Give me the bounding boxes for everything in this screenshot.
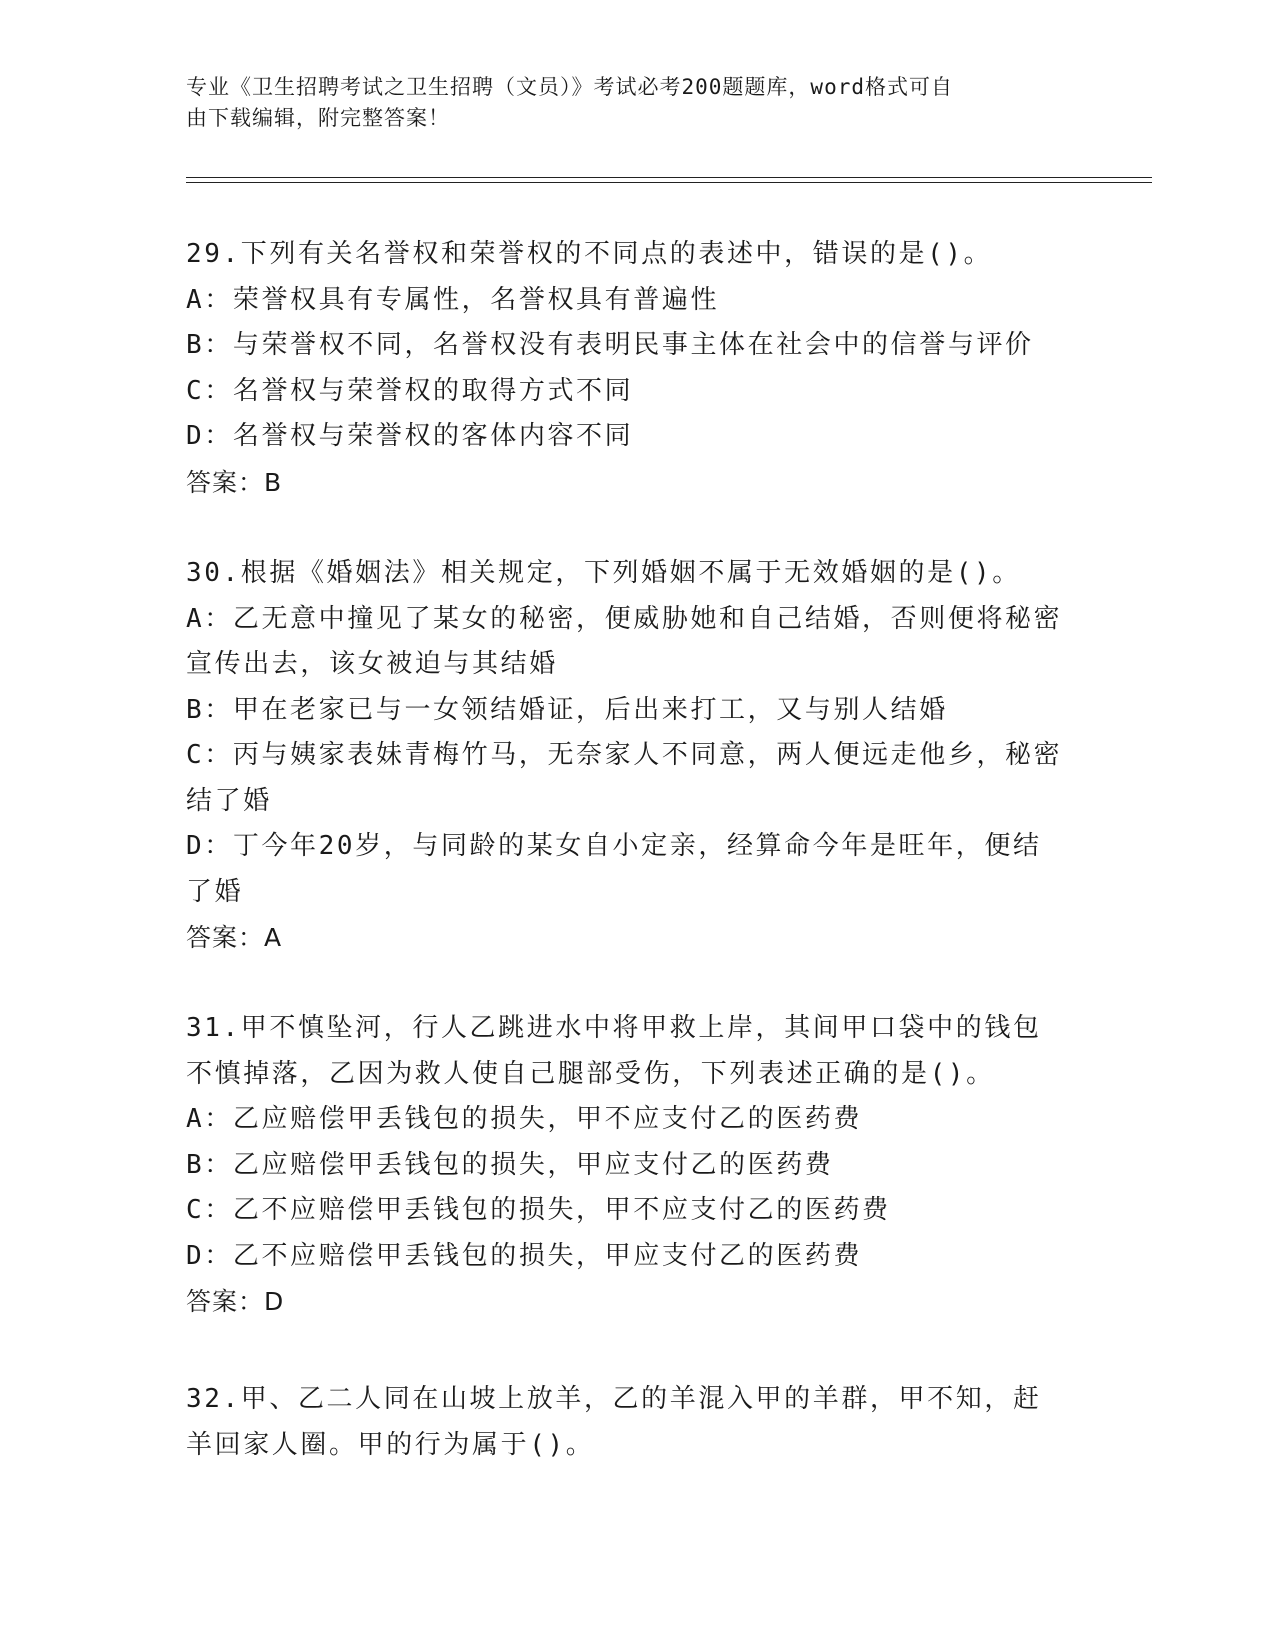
answer-label: 答案：D — [186, 1287, 285, 1316]
question-stem: 29.下列有关名誉权和荣誉权的不同点的表述中，错误的是()。 — [186, 239, 993, 269]
header-line-1: 专业《卫生招聘考试之卫生招聘（文员）》考试必考200题题库，word格式可自 — [186, 75, 953, 99]
question-29 — [186, 232, 1066, 505]
question-32 — [186, 1377, 1066, 1468]
question-30 — [186, 551, 1066, 961]
option-d: D：名誉权与荣誉权的客体内容不同 — [186, 421, 634, 451]
option-b: B：与荣誉权不同，名誉权没有表明民事主体在社会中的信誉与评价 — [186, 330, 1034, 360]
option-a: A：荣誉权具有专属性，名誉权具有普遍性 — [186, 284, 720, 315]
option-a: A：乙无意中撞见了某女的秘密，便威胁她和自己结婚，否则便将秘密宣传出去，该女被迫与其结婚 — [186, 603, 1063, 679]
answer-label: 答案：B — [186, 467, 283, 497]
header-divider-bottom — [186, 182, 1152, 183]
header-divider-top — [186, 177, 1152, 178]
question-stem: 30.根据《婚姻法》相关规定，下列婚姻不属于无效婚姻的是()。 — [186, 558, 1021, 588]
question-stem: 32.甲、乙二人同在山坡上放羊，乙的羊混入甲的羊群，甲不知，赶羊回家人圈。甲的行为属于()。 — [186, 1384, 1042, 1460]
option-d: D：丁今年20岁，与同龄的某女自小定亲，经算命今年是旺年，便结了婚 — [186, 831, 1042, 907]
question-31 — [186, 1006, 1066, 1325]
option-a: A：乙应赔偿甲丢钱包的损失，甲不应支付乙的医药费 — [186, 1104, 863, 1134]
option-b: B：甲在老家已与一女领结婚证，后出来打工，又与别人结婚 — [186, 694, 948, 725]
option-c: C：名誉权与荣誉权的取得方式不同 — [186, 375, 634, 406]
option-b: B：乙应赔偿甲丢钱包的损失，甲应支付乙的医药费 — [186, 1149, 834, 1180]
question-stem: 31.甲不慎坠河，行人乙跳进水中将甲救上岸，其间甲口袋中的钱包不慎掉落，乙因为救人使自己腿部受伤，下列表述正确的是()。 — [186, 1013, 1042, 1089]
header-line-2: 由下载编辑，附完整答案！ — [186, 106, 450, 130]
document-header — [186, 72, 1066, 134]
answer-label: 答案：A — [186, 923, 283, 952]
option-c: C：丙与姨家表妹青梅竹马，无奈家人不同意，两人便远走他乡，秘密结了婚 — [186, 740, 1063, 816]
option-c: C：乙不应赔偿甲丢钱包的损失，甲不应支付乙的医药费 — [186, 1195, 891, 1225]
option-d: D：乙不应赔偿甲丢钱包的损失，甲应支付乙的医药费 — [186, 1240, 863, 1271]
